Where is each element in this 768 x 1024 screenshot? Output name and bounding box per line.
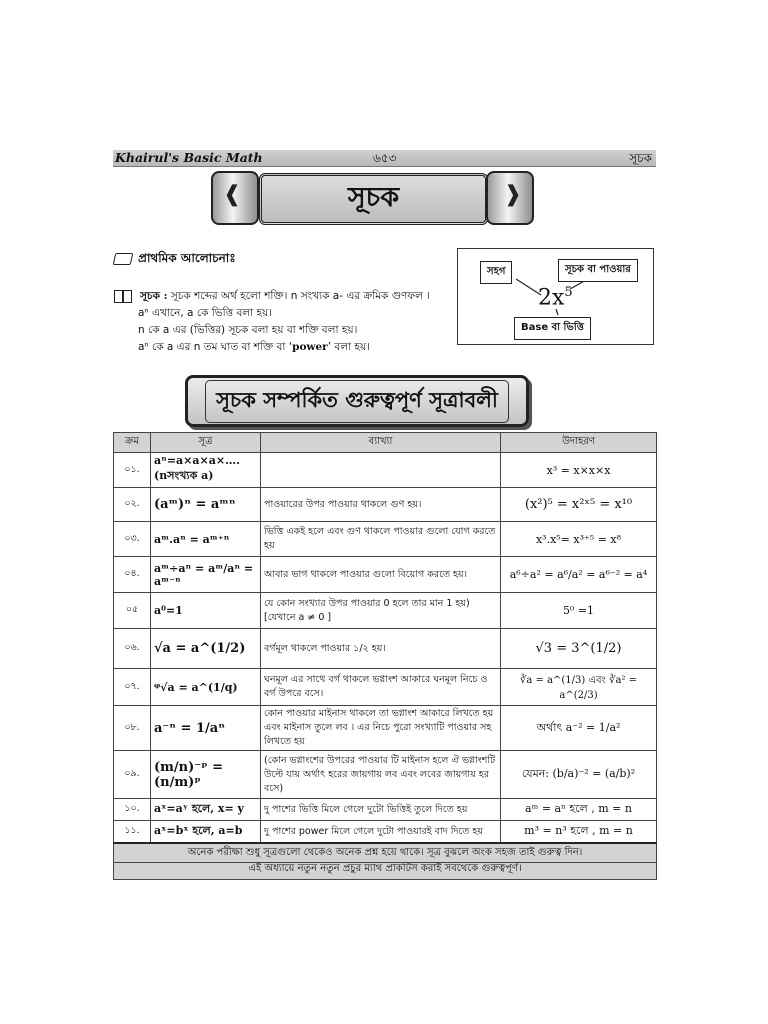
row-explanation: ঘনমূল এর সাথে বর্গ থাকলে ভগ্নাংশ আকারে ঘনমূল নিচে ও বর্গ উপরে বসে। [261,669,501,706]
exponent-diagram [457,248,654,345]
row-formula: aᵐ÷aⁿ = aᵐ/aⁿ = aᵐ⁻ⁿ [151,557,261,593]
note-line-2: এই অধ্যায়ে নতুন নতুন প্রচুর ম্যাথ প্রাকটিস করাই সবথেকে গুরুত্বপূর্ণ। [248,863,522,875]
intro-heading [114,250,236,270]
expression-base: 2x [538,285,565,311]
row-explanation: দু পাশের ভিত্তি মিলে গেলে দুটো ভিত্তিই তুলে দিতে হয় [261,799,501,821]
table-row [114,799,657,821]
intro-line-2: aⁿ এখানে, a কে ভিত্তি বলা হয়। [138,307,272,319]
bottom-divider [113,862,656,863]
coefficient-label: সহগ [480,261,512,284]
folder-icon [113,253,134,265]
row-serial: ১০. [114,799,151,821]
col-header-explanation: ব্যাখ্যা [261,433,501,453]
table-row [114,488,657,522]
row-serial: ০৬. [114,629,151,669]
row-explanation: পাওয়ারের উপর পাওয়ার থাকলে গুণ হয়। [261,488,501,522]
col-header-serial: ক্রম [114,433,151,453]
row-serial: ০৩. [114,522,151,557]
row-explanation: ভিত্তি একই হলে এবং গুণ থাকলে পাওয়ার গুলো যোগ করতে হয় [261,522,501,557]
table-row [114,629,657,669]
row-formula: aᵐ.aⁿ = aᵐ⁺ⁿ [151,522,261,557]
base-label: Base বা ভিত্তি [514,317,591,340]
row-formula: aˣ=aʸ হলে, x= y [151,799,261,821]
expression-power: 5 [564,285,573,300]
intro-line-3: n কে a এর (ভিত্তির) সূচক বলা হয় বা শক্তি বলা হয়। [138,324,358,336]
row-example: 5⁰ =1 [501,593,657,629]
row-example: ∛a = a^(1/3) এবং ∛a² = a^(2/3) [501,669,657,706]
table-row [114,821,657,844]
table-row [114,751,657,799]
chapter-title: সূচক [347,181,400,213]
row-serial: ০৫ [114,593,151,629]
intro-line-4 [114,339,430,356]
table-row [114,593,657,629]
row-explanation: দু পাশের power মিলে গেলে দুটো পাওয়ারই বাদ দিতে হয় [261,821,501,844]
row-formula: a⁻ⁿ = 1/aⁿ [151,706,261,751]
row-serial: ০৯. [114,751,151,799]
intro-text [114,288,430,356]
book-title: Khairul's Basic Math [115,150,263,165]
diagram-expression [538,285,573,310]
table-row [114,557,657,593]
formula-banner-title: সূচক সম্পর্কিত গুরুত্বপূর্ণ সূত্রাবলী [205,380,509,423]
row-example: অর্থাৎ a⁻² = 1/a² [501,706,657,751]
plate-left-cap [211,171,259,225]
table-row [114,706,657,751]
intro-heading-text: প্রাথমিক আলোচনাঃ [138,251,236,265]
formula-banner [185,375,529,427]
row-serial: ০২. [114,488,151,522]
chapter-name: সূচক [629,151,652,165]
table-row [114,522,657,557]
row-formula: ᵠ√a = a^(1/q) [151,669,261,706]
page-header [113,150,656,167]
col-header-example: উদাহরণ [501,433,657,453]
intro-line-4-pre: aⁿ কে a এর n তম ঘাত বা শক্তি বা ‘ [138,341,293,353]
chapter-title-box [259,173,488,225]
row-serial: ০৮. [114,706,151,751]
left-bracket-icon: ❰ [223,182,242,207]
row-explanation: যে কোন সংখ্যার উপর পাওয়ার 0 হলে তার মান 1 হয়) [যেখানে a ≠ 0 ] [261,593,501,629]
row-explanation: বর্গমূল থাকলে পাওয়ার ১/২ হয়। [261,629,501,669]
row-example: x³.x⁵= x³⁺⁵ = x⁸ [501,522,657,557]
row-formula: (aᵐ)ⁿ = aᵐⁿ [151,488,261,522]
row-explanation: আবার ভাগ থাকলে পাওয়ার গুলো বিয়োগ করতে হয়। [261,557,501,593]
row-serial: ১১. [114,821,151,844]
row-example: √3 = 3^(1/2) [501,629,657,669]
col-header-formula: সূত্র [151,433,261,453]
right-bracket-icon: ❱ [503,182,522,207]
row-formula: a⁰=1 [151,593,261,629]
book-icon [114,290,132,303]
row-example: aᵐ = aⁿ হলে , m = n [501,799,657,821]
row-example: (x²)⁵ = x²ˣ⁵ = x¹⁰ [501,488,657,522]
chapter-title-plate [211,171,534,223]
table-header-row [114,433,657,453]
intro-line-4-post: ’ বলা হয়। [327,341,370,353]
row-serial: ০১. [114,453,151,488]
row-explanation: (কোন ভগ্নাংশের উপরের পাওয়ার টি মাইনাস হলে ঐ ভগ্নাংশটি উল্টে যায় অর্থাৎ হরের জায়গায় লব এবং লবের জায়গায় হর বসে) [261,751,501,799]
row-explanation [261,453,501,488]
page-number: ৬৫৩ [373,151,397,165]
row-formula: aˣ=bˣ হলে, a=b [151,821,261,844]
row-explanation: কোন পাওয়ার মাইনাস থাকলে তা ভগ্নাংশ আকারে লিখতে হয় এবং মাইনাস তুলে লব । এর নিচে পুরো সংখ্যাটি পাওয়ার সহ লিখতে হয় [261,706,501,751]
row-formula: √a = a^(1/2) [151,629,261,669]
intro-line-1 [114,288,430,305]
table-note [114,843,657,879]
intro-term: সূচক : [140,290,168,302]
row-serial: ০৪. [114,557,151,593]
row-example: যেমন: (b/a)⁻² = (a/b)² [501,751,657,799]
row-serial: ০৭. [114,669,151,706]
plate-right-cap [486,171,534,225]
table-row [114,669,657,706]
formula-table [113,432,657,880]
row-example: m³ = n³ হলে , m = n [501,821,657,844]
table-row [114,453,657,488]
row-example: x³ = x×x×x [501,453,657,488]
exponent-label: সূচক বা পাওয়ার [558,259,638,282]
note-line-1: অনেক পরীক্ষা শুধু সূত্রগুলো থেকেও অনেক প্রশ্ন হয়ে থাকে। সূত্র বুঝলে অংক সহজ তাই গুরুত্ব দিন। [187,847,583,859]
table-note-row [114,843,657,879]
row-formula: (m/n)⁻ᵖ = (n/m)ᵖ [151,751,261,799]
intro-line-1-text: সূচক শব্দের অর্থ হলো শক্তি। n সংখ্যক a- এর ক্রমিক গুণফল । [170,290,430,302]
row-example: a⁶÷a² = a⁶/a² = a⁶⁻² = a⁴ [501,557,657,593]
intro-line-4-bold: power [292,341,328,353]
row-formula: aⁿ=a×a×a×….(nসংখ্যক a) [151,453,261,488]
